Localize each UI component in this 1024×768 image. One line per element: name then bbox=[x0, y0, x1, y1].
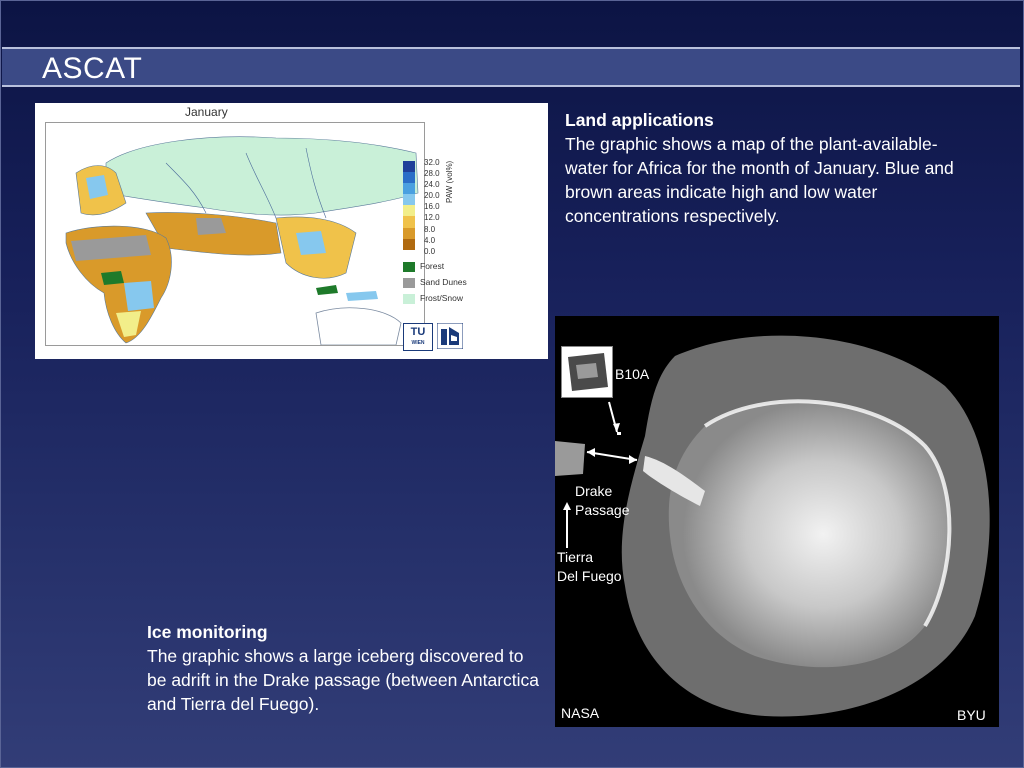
legend-tick-label: 0.0 bbox=[424, 246, 436, 256]
tierra-label-line2: Del Fuego bbox=[557, 568, 622, 584]
legend-key-label: Sand Dunes bbox=[420, 277, 467, 287]
land-applications-text bbox=[565, 108, 975, 228]
legend-color-step bbox=[403, 239, 415, 250]
legend-tick-label: 4.0 bbox=[424, 235, 436, 245]
legend-tick-label: 12.0 bbox=[424, 213, 440, 223]
antarctica-radar-image bbox=[555, 316, 999, 727]
legend-tick-label: 28.0 bbox=[424, 169, 440, 179]
title-bar bbox=[2, 47, 1020, 87]
land-applications-body: The graphic shows a map of the plant-available-water for Africa for the month of January. Blue and brown areas indicate high and low water concentrations respectively. bbox=[565, 134, 954, 226]
drake-label-line2: Passage bbox=[575, 502, 630, 518]
legend-color-step bbox=[403, 216, 415, 227]
ice-monitoring-body: The graphic shows a large iceberg discovered to be adrift in the Drake passage (between Antarctica and Tierra del Fuego). bbox=[147, 646, 540, 714]
legend-color-step bbox=[403, 205, 415, 216]
iceberg-inset bbox=[561, 346, 613, 398]
tierra-label-line1: Tierra bbox=[557, 549, 594, 565]
legend-tick-label: 24.0 bbox=[424, 180, 440, 190]
legend-color-step bbox=[403, 194, 415, 205]
legend-color-step bbox=[403, 172, 415, 183]
ice-monitoring-text bbox=[147, 620, 547, 716]
ice-monitoring-heading: Ice monitoring bbox=[147, 622, 268, 642]
paw-legend-ticks bbox=[424, 157, 440, 257]
sand-dunes-swatch bbox=[403, 278, 415, 288]
tu-wien-logo bbox=[403, 323, 433, 351]
legend-key-sand-dunes bbox=[403, 277, 543, 289]
slide-title: ASCAT bbox=[42, 52, 143, 85]
map-graphic bbox=[46, 123, 424, 345]
tu-logo-subtext: WIEN bbox=[411, 340, 425, 346]
legend-key-forest bbox=[403, 261, 543, 273]
iceberg-inset-graphic bbox=[562, 347, 612, 397]
africa-paw-map bbox=[35, 103, 548, 359]
nasa-credit: NASA bbox=[561, 705, 600, 721]
paw-legend-unit: PAW (vol%) bbox=[445, 160, 454, 203]
legend-tick-label: 32.0 bbox=[424, 158, 440, 167]
forest-swatch bbox=[403, 262, 415, 272]
legend-key-label: Frost/Snow bbox=[420, 293, 463, 303]
byu-credit: BYU bbox=[957, 707, 986, 723]
drake-label-line1: Drake bbox=[575, 483, 613, 499]
legend-tick-label: 16.0 bbox=[424, 202, 440, 212]
map-plot-area bbox=[45, 122, 425, 346]
ipf-logo-icon bbox=[437, 323, 463, 349]
legend-key-frost-snow bbox=[403, 293, 543, 305]
paw-legend-colorbar bbox=[403, 161, 415, 250]
legend-color-step bbox=[403, 183, 415, 194]
tu-logo-text: TU bbox=[410, 326, 426, 338]
legend-color-step bbox=[403, 228, 415, 239]
legend-key-label: Forest bbox=[420, 261, 445, 271]
frost-snow-swatch bbox=[403, 294, 415, 304]
legend-tick-label: 20.0 bbox=[424, 191, 440, 201]
land-applications-heading: Land applications bbox=[565, 110, 714, 130]
legend-tick-label: 8.0 bbox=[424, 224, 436, 234]
iceberg-label: B10A bbox=[615, 366, 650, 382]
legend-color-step bbox=[403, 161, 415, 172]
map-month-label: January bbox=[185, 105, 228, 119]
